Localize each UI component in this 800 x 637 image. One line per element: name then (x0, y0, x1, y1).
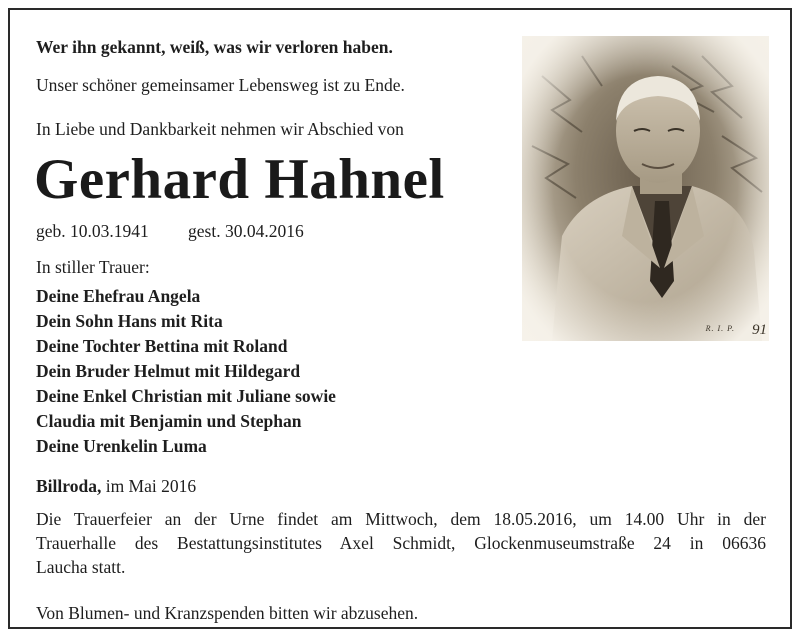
mourner-item: Deine Tochter Bettina mit Roland (36, 336, 288, 356)
notice-date: im Mai 2016 (105, 476, 197, 496)
motto: Wer ihn gekannt, weiß, was wir verloren haben. (36, 37, 393, 57)
mourning-heading: In stiller Trauer: (36, 257, 150, 277)
mourner-item: Deine Enkel Christian mit Juliane sowie (36, 386, 336, 406)
flowers-request: Von Blumen- und Kranzspenden bitten wir abzusehen. (36, 603, 419, 623)
death-date: gest. 30.04.2016 (188, 221, 304, 241)
deceased-name: Gerhard Hahnel (34, 148, 445, 211)
mourner-item: Dein Sohn Hans mit Rita (36, 311, 223, 331)
photo-mark: R. I. P. (705, 324, 735, 333)
ceremony-line: Die Trauerfeier an der Urne findet am Mittwoch, dem 18.05.2016, um 14.00 Uhr in der (36, 509, 766, 529)
photo-number: 91 (752, 322, 767, 338)
ceremony-line: Laucha statt. (36, 557, 126, 577)
place-name: Billroda, (36, 476, 102, 496)
portrait-photo (522, 36, 769, 341)
portrait-illustration (522, 36, 769, 341)
birth-date: geb. 10.03.1941 (36, 221, 149, 241)
mourner-item: Deine Urenkelin Luma (36, 436, 207, 456)
mourner-item: Claudia mit Benjamin und Stephan (36, 411, 302, 431)
obituary-notice (8, 8, 792, 629)
ceremony-line: Trauerhalle des Bestattungsinstitutes Axel Schmidt, Glockenmuseumstraße 24 in 06636 (36, 533, 766, 553)
farewell-line: In Liebe und Dankbarkeit nehmen wir Abschied von (36, 119, 404, 139)
mourner-item: Dein Bruder Helmut mit Hildegard (36, 361, 301, 381)
mourner-item: Deine Ehefrau Angela (36, 286, 201, 306)
mourners-list (36, 284, 336, 459)
ceremony-info (36, 507, 766, 579)
place-and-date (36, 475, 196, 497)
intro-line: Unser schöner gemeinsamer Lebensweg ist zu Ende. (36, 75, 405, 95)
